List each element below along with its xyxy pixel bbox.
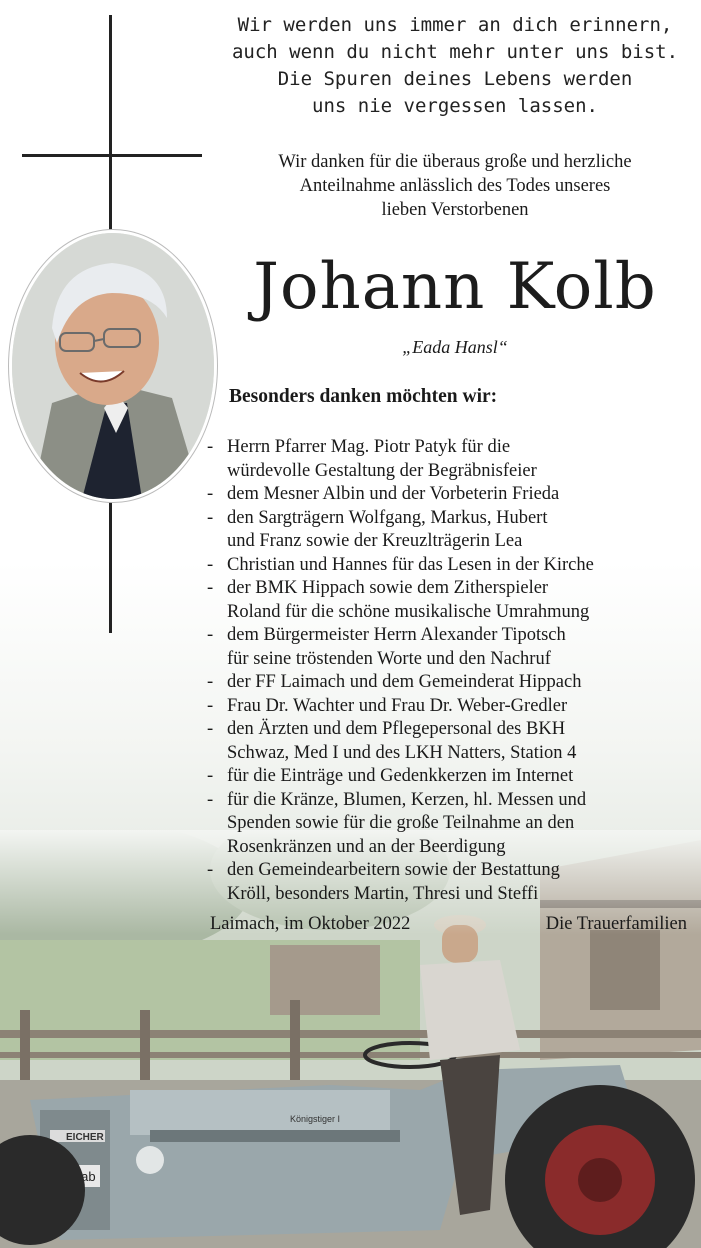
list-dash: -	[207, 766, 214, 786]
list-dash: -	[207, 554, 214, 575]
list-item-line: Schwaz, Med I und des LKH Natters, Station 4	[227, 742, 577, 763]
poem-line: auch wenn du nicht mehr unter uns bist.	[231, 41, 679, 63]
list-item-line: den Gemeindearbeitern sowie der Bestattung	[227, 860, 560, 880]
signature: Die Trauerfamilien	[545, 914, 687, 934]
intro-line: Anteilnahme anlässlich des Todes unseres	[299, 176, 611, 196]
list-item-line: den Ärzten und dem Pflegepersonal des BKH	[227, 719, 566, 739]
list-item	[207, 554, 697, 578]
list-item-line: den Sargträgern Wolfgang, Markus, Hubert	[227, 507, 548, 528]
list-item-line: Frau Dr. Wachter und Frau Dr. Weber-Gredler	[227, 695, 568, 716]
list-item	[207, 789, 697, 860]
list-item	[207, 624, 697, 671]
cross-horizontal-bar	[22, 154, 202, 157]
list-dash: -	[207, 625, 214, 645]
thanks-list	[207, 436, 697, 906]
list-dash: -	[207, 507, 214, 528]
list-item-line: Kröll, besonders Martin, Thresi und Steffi	[227, 883, 539, 904]
list-item-line: würdevolle Gestaltung der Begräbnisfeier	[227, 460, 537, 481]
list-item-line: Spenden sowie für die große Teilnahme an den	[227, 813, 575, 833]
list-item-line: Christian und Hannes für das Lesen in der Kirche	[227, 554, 594, 575]
list-item	[207, 507, 697, 554]
list-item-line: für die Kränze, Blumen, Kerzen, hl. Messen und	[227, 789, 587, 810]
list-dash: -	[207, 578, 214, 598]
memorial-poem	[230, 12, 680, 120]
list-item-line: der BMK Hippach sowie dem Zitherspieler	[227, 578, 549, 598]
list-item-line: und Franz sowie der Kreuzlträgerin Lea	[227, 531, 523, 551]
list-item-line: dem Mesner Albin und der Vorbeterin Frieda	[227, 484, 560, 504]
list-dash: -	[207, 437, 214, 457]
list-item-line: Herrn Pfarrer Mag. Piotr Patyk für die	[227, 437, 511, 457]
intro-line: Wir danken für die überaus große und herzliche	[278, 152, 632, 172]
list-item-line: dem Bürgermeister Herrn Alexander Tipotsch	[227, 625, 566, 645]
list-item	[207, 859, 697, 906]
list-dash: -	[207, 484, 214, 504]
list-dash: -	[207, 719, 214, 739]
list-dash: -	[207, 695, 214, 716]
portrait-photo	[9, 230, 217, 502]
thanks-intro	[225, 150, 685, 222]
poem-line: Die Spuren deines Lebens werden	[277, 68, 633, 90]
list-item	[207, 695, 697, 719]
list-dash: -	[207, 789, 214, 810]
list-item	[207, 577, 697, 624]
list-item-line: für seine tröstenden Worte und den Nachruf	[227, 648, 551, 669]
list-item	[207, 436, 697, 483]
list-item	[207, 671, 697, 695]
deceased-name: Johann Kolb	[253, 250, 657, 324]
list-item-line: für die Einträge und Gedenkkerzen im Internet	[227, 766, 574, 786]
list-dash: -	[207, 672, 214, 692]
poem-line: Wir werden uns immer an dich erinnern,	[237, 14, 673, 36]
list-item	[207, 483, 697, 507]
list-item	[207, 765, 697, 789]
list-item-line: der FF Laimach und dem Gemeinderat Hippach	[227, 672, 582, 692]
poem-line: uns nie vergessen lassen.	[312, 95, 598, 117]
place-date: Laimach, im Oktober 2022	[210, 914, 411, 934]
intro-line: lieben Verstorbenen	[381, 200, 529, 220]
thanks-heading: Besonders danken möchten wir:	[229, 386, 498, 407]
deceased-nickname: „Eada Hansl“	[402, 337, 508, 357]
list-dash: -	[207, 860, 214, 880]
portrait-illustration	[12, 233, 214, 499]
list-item-line: Rosenkränzen und an der Beerdigung	[227, 836, 506, 857]
list-item	[207, 718, 697, 765]
list-item-line: Roland für die schöne musikalische Umrahmung	[227, 601, 590, 622]
